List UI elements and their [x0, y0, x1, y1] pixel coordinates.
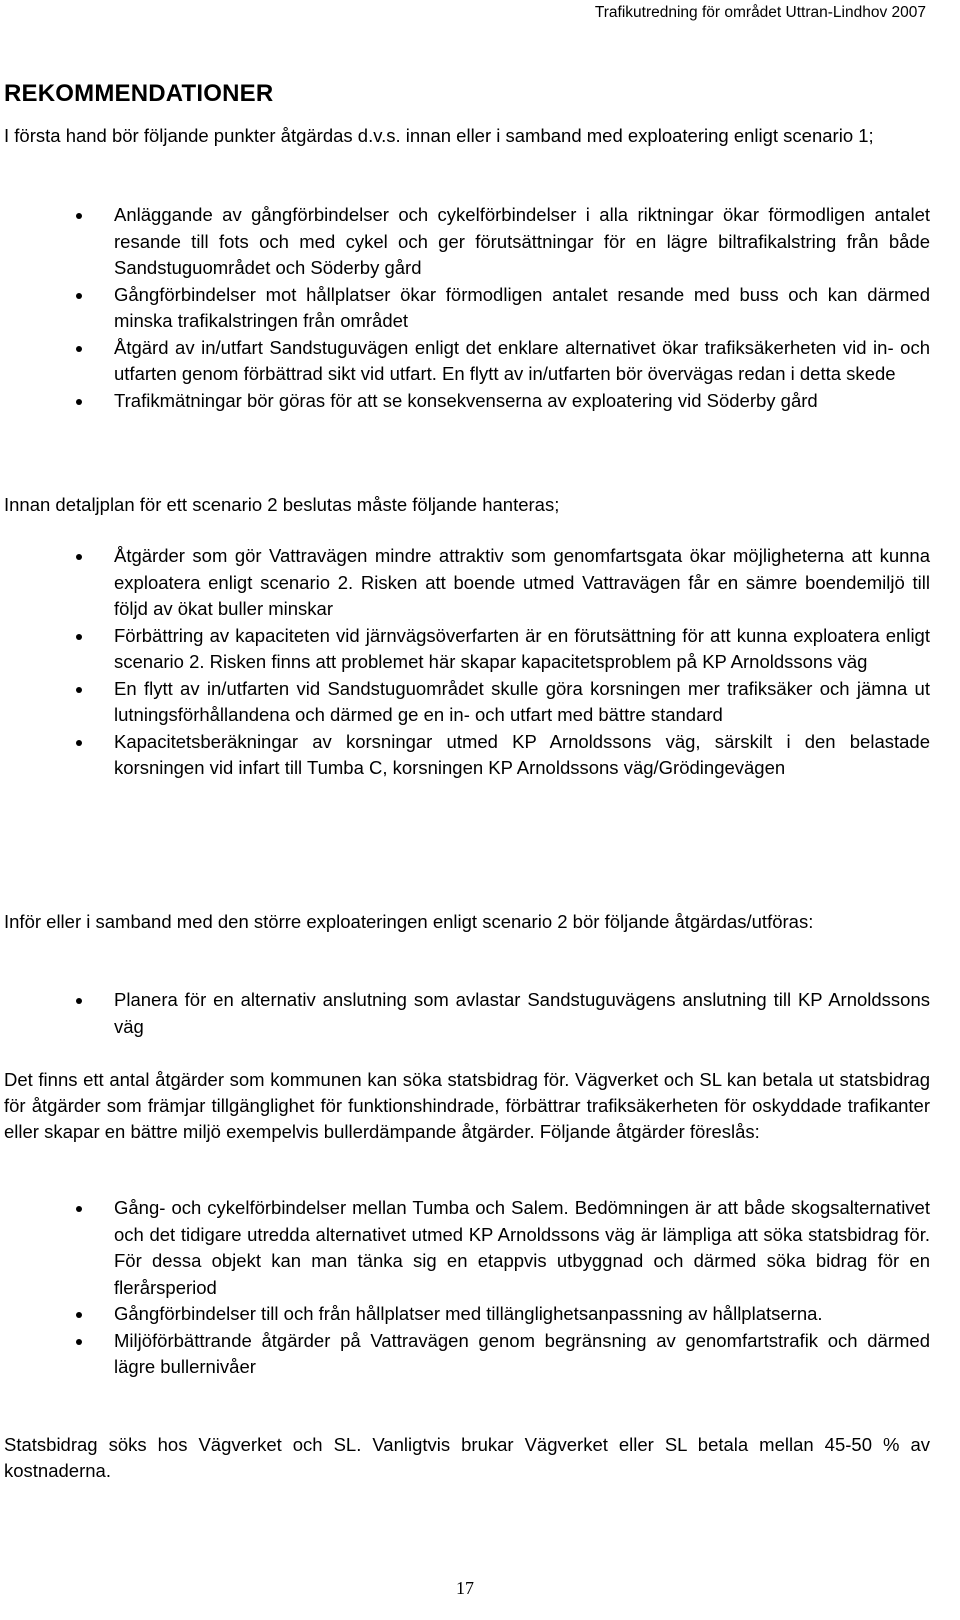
scenario-2-paragraph: Innan detaljplan för ett scenario 2 beslutas måste följande hanteras; — [4, 494, 560, 515]
list-item-text: En flytt av in/utfarten vid Sandstuguområdet skulle göra korsningen mer trafiksäker och jämna ut lutningsförhållandena och därmed ge en in- och utfart med bättre standard — [114, 677, 930, 725]
bullet-icon — [76, 687, 82, 693]
list-item — [0, 543, 930, 623]
bullet-list-proposed-measures — [0, 1195, 930, 1381]
bullet-icon — [76, 740, 82, 746]
larger-exploitation-paragraph: Inför eller i samband med den större exploateringen enligt scenario 2 bör följande åtgärdas/utföras: — [4, 911, 814, 932]
list-item-text: Gångförbindelser mot hållplatser ökar förmodligen antalet resande med buss och kan därmed minska trafikalstringen från området — [114, 283, 930, 331]
bullet-icon — [76, 293, 82, 299]
bullet-icon — [76, 1339, 82, 1345]
list-item — [0, 1301, 930, 1328]
list-item-text: Åtgärd av in/utfart Sandstuguvägen enligt det enklare alternativet ökar trafiksäkerheten vid in- och utfarten genom förbättrad sikt vid utfart. En flytt av in/utfarten bör övervägas redan i detta skede — [114, 336, 930, 384]
list-item-text: Miljöförbättrande åtgärder på Vattravägen genom begränsning av genomfartstrafik och därmed lägre bullernivåer — [114, 1329, 930, 1377]
list-item-text: Kapacitetsberäkningar av korsningar utmed KP Arnoldssons väg, särskilt i den belastade korsningen vid infart till Tumba C, korsningen KP Arnoldssons väg/Grödingevägen — [114, 730, 930, 778]
list-item-text: Gång- och cykelförbindelser mellan Tumba och Salem. Bedömningen är att både skogsalternativet och det tidigare utredda alternativet utmed KP Arnoldssons väg är lämpliga att söka statsbidrag för. För dessa objekt kan man tänka sig en etappvis utbyggnad och därmed söka bidrag för en flerårsperiod — [114, 1197, 930, 1298]
bullet-icon — [76, 399, 82, 405]
bullet-list-scenario-2 — [0, 543, 930, 782]
list-item — [0, 388, 930, 415]
list-item — [0, 1328, 930, 1381]
list-item-text: Åtgärder som gör Vattravägen mindre attraktiv som genomfartsgata ökar möjligheterna att kunna exploatera enligt scenario 2. Risken att boende utmed Vattravägen får en sämre boendemiljö till följd av ökat buller minskar — [114, 545, 930, 619]
bullet-icon — [76, 1206, 82, 1212]
list-item — [0, 729, 930, 782]
bullet-icon — [76, 346, 82, 352]
bullet-list-larger-exploitation — [0, 987, 930, 1040]
list-item-text: Trafikmätningar bör göras för att se konsekvenserna av exploatering vid Söderby gård — [114, 389, 818, 411]
list-item — [0, 987, 930, 1040]
bullet-icon — [76, 1312, 82, 1318]
bullet-icon — [76, 213, 82, 219]
list-item — [0, 676, 930, 729]
list-item — [0, 623, 930, 676]
list-item — [0, 335, 930, 388]
bullet-icon — [76, 998, 82, 1004]
list-item-text: Gångförbindelser till och från hållplatser med tillänglighetsanpassning av hållplatserna. — [114, 1303, 823, 1324]
list-item — [0, 282, 930, 335]
running-header: Trafikutredning för området Uttran-Lindhov 2007 — [594, 4, 926, 21]
state-grant-paragraph: Det finns ett antal åtgärder som kommunen kan söka statsbidrag för. Vägverket och SL kan betala ut statsbidrag för åtgärder som främjar tillgänglighet för funktionshindrade, förbättrar trafiksäkerheten för oskyddade trafikanter eller skapar en bättre miljö exempelvis bullerdämpande åtgärder. Följande åtgärder föreslås: — [4, 1069, 930, 1142]
page-number: 17 — [456, 1578, 474, 1598]
list-item — [0, 202, 930, 282]
closing-paragraph: Statsbidrag söks hos Vägverket och SL. Vanligtvis brukar Vägverket eller SL betala mellan 45-50 % av kostnaderna. — [4, 1434, 930, 1481]
intro-paragraph: I första hand bör följande punkter åtgärdas d.v.s. innan eller i samband med exploatering enligt scenario 1; — [4, 125, 874, 146]
list-item-text: Förbättring av kapaciteten vid järnvägsöverfarten är en förutsättning för att kunna exploatera enligt scenario 2. Risken finns att problemet här skapar kapacitetsproblem på KP Arnoldssons väg — [114, 624, 930, 672]
list-item-text: Anläggande av gångförbindelser och cykelförbindelser i alla riktningar ökar förmodligen antalet resande till fots och med cykel och ger förutsättningar för en lägre biltrafikalstring från både Sandstuguområdet och Söderby gård — [114, 204, 930, 278]
list-item-text: Planera för en alternativ anslutning som avlastar Sandstuguvägens anslutning till KP Arnoldssons väg — [114, 989, 930, 1037]
bullet-icon — [76, 634, 82, 640]
bullet-list-scenario-1 — [0, 202, 930, 414]
list-item — [0, 1195, 930, 1301]
bullet-icon — [76, 554, 82, 560]
page-title: REKOMMENDATIONER — [4, 80, 274, 107]
